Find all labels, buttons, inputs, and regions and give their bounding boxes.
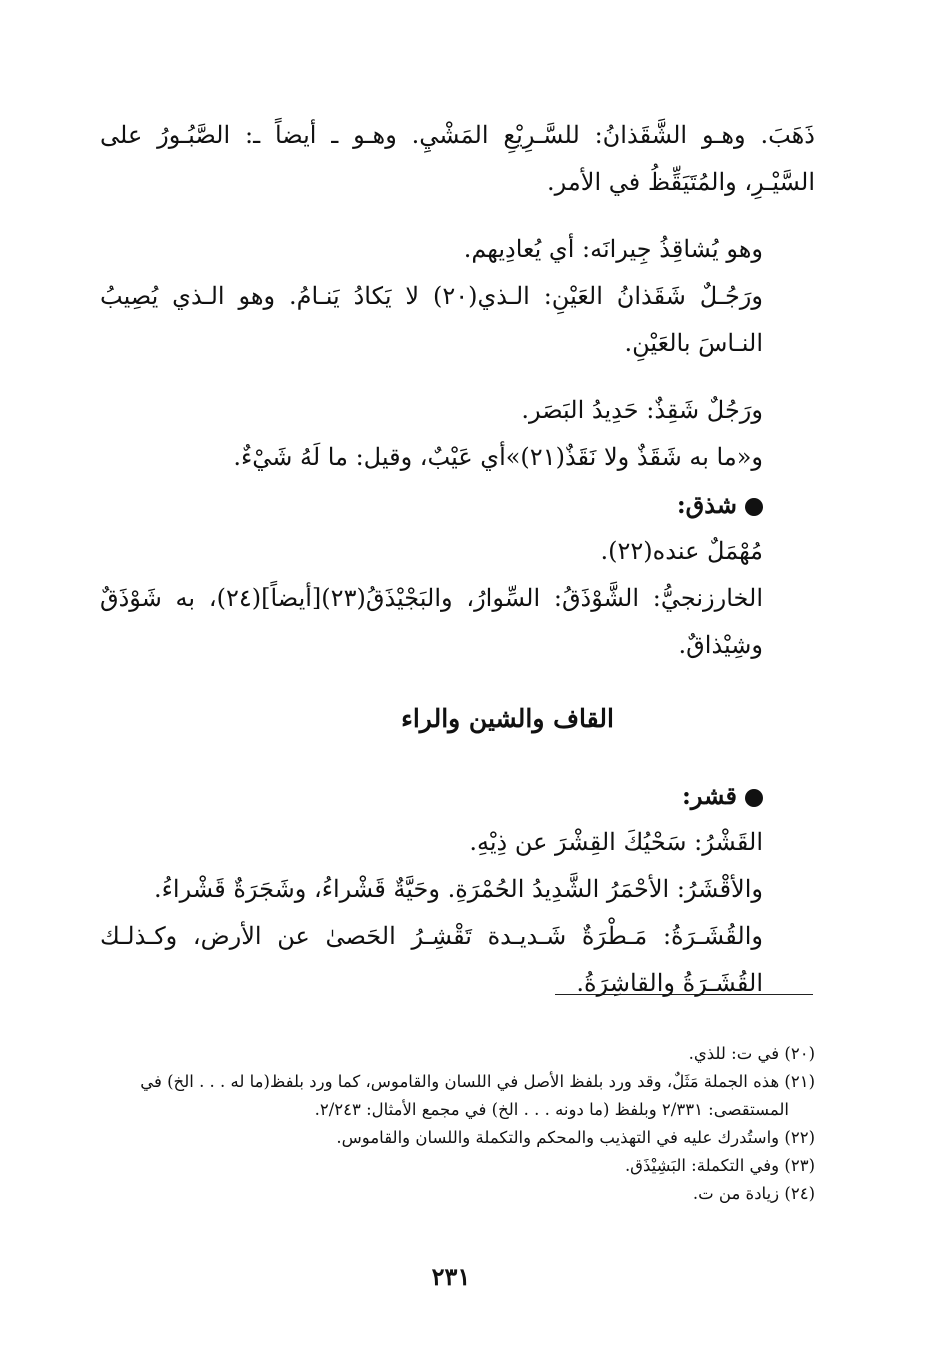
- paragraph: القَشْرُ: سَحْيُكَ القِشْرَ عن ذِيْهِ.: [469, 828, 763, 856]
- paragraph: ذَهَبَ. وهـو الشَّقَذانُ: للسَّـرِيْعِ المَشْيِ. وهـو ـ أيضاً ـ: الصَّبُـورُ على السَّيْـرِ، والمُتَيَقِّظُ في الأمر.: [100, 121, 815, 196]
- paragraph: ورَجُلٌ شَقِذٌ: حَدِيدُ البَصَر.: [521, 396, 763, 424]
- paragraph: مُهْمَلٌ عنده(٢٢).: [600, 537, 763, 565]
- bullet-icon: [745, 498, 763, 516]
- entry-heading-label: قشر:: [682, 781, 737, 810]
- bullet-icon: [745, 789, 763, 807]
- footnote-divider: [555, 994, 813, 995]
- footnote: (٢٠) في ت: للذي.: [688, 1044, 815, 1063]
- entry-heading-label: شذق:: [676, 490, 737, 519]
- paragraph: وهو يُشاقِذُ جِيرانَه: أي يُعادِيهم.: [463, 235, 763, 263]
- paragraph: والأقْشَرُ: الأحْمَرُ الشَّدِيدُ الحُمْرَةِ. وحَيَّةٌ قَشْراءُ، وشَجَرَةٌ قَشْراءُ.: [154, 875, 763, 903]
- paragraph: الخارزنجيُّ: الشَّوْذَقُ: السِّوارُ، والبَجْيْذَقُ(٢٣)[أيضاً](٢٤)، به شَوْذَقٌ وشِيْذاقٌ.: [100, 584, 763, 659]
- page-number: ٢٣١: [431, 1262, 471, 1291]
- section-title: القاف والشين والراء: [401, 704, 614, 733]
- footnote: (٢٢) واستُدرك عليه في التهذيب والمحكم والتكملة واللسان والقاموس.: [336, 1128, 815, 1147]
- footnotes: [100, 1040, 815, 1208]
- footnote: (٢٣) وفي التكملة: البَشِيْذَق.: [624, 1156, 815, 1175]
- main-text: [100, 112, 815, 1007]
- footnote-continuation: المستقصى: ٢/٣٣١ وبلفظ (ما دونه . . . الخ) في مجمع الأمثال: ٢/٢٤٣.: [314, 1100, 789, 1119]
- paragraph: والقُشَـرَةُ: مَـطْرَةٌ شَـديـدة تَقْشِـرُ الحَصىٰ عن الأرض، وكـذلـك القُشَـرَةُ والقاشِرَةُ.: [100, 922, 763, 997]
- paragraph: ورَجُـلٌ شَقَذانُ العَيْنِ: الـذي(٢٠) لا يَكادُ يَنـامُ. وهو الـذي يُصِيبُ النـاسَ بالعَيْنِ.: [100, 282, 763, 357]
- footnote: (٢١) هذه الجملة مَثَلٌ، وقد ورد بلفظ الأصل في اللسان والقاموس، كما ورد بلفظ(ما له . . . الخ) في: [140, 1072, 815, 1091]
- paragraph: و«ما به شَقَذٌ ولا نَقَذٌ(٢١)»أي عَيْبٌ، وقيل: ما لَهُ شَيْءٌ.: [233, 443, 763, 471]
- entry-heading-shdhq: [100, 481, 815, 528]
- footnote: (٢٤) زيادة من ت.: [692, 1184, 815, 1203]
- entry-heading-qshr: [100, 772, 815, 819]
